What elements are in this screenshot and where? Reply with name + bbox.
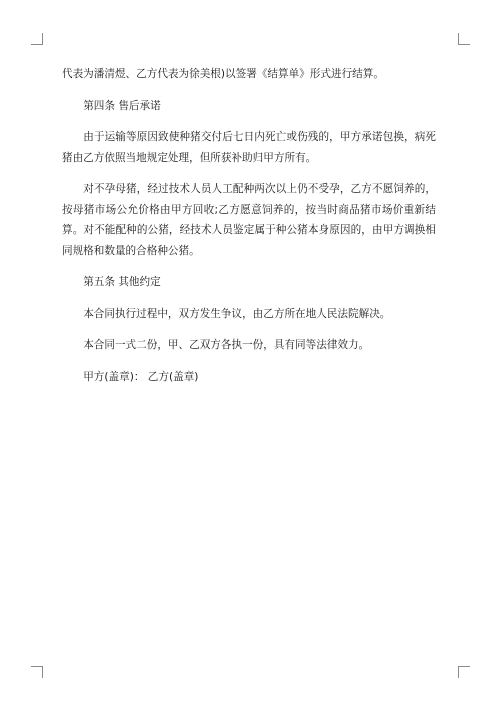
crop-mark-bottom-right (458, 666, 470, 678)
paragraph-settlement-continuation: 代表为潘清煜、乙方代表为徐美根)以签署《结算单》形式进行结算。 (62, 68, 384, 80)
paragraph-dispute-resolution: 本合同执行过程中，双方发生争议，由乙方所在地人民法院解决。 (83, 307, 391, 320)
paragraph-transport-damage: 由于运输等原因致使种猪交付后七日内死亡或伤残的，甲方承诺包换，病死猪由乙方依照当地规定处理，但所获补助归甲方所有。 (62, 131, 436, 164)
crop-mark-top-right (458, 33, 470, 45)
paragraph-infertile-pigs: 对不孕母猪，经过技术人员人工配种两次以上仍不受孕，乙方不愿饲养的，按母猪市场公允价格由甲方回收;乙方愿意饲养的，按当时商品猪市场价重新结算。对不能配种的公猪，经技术人员鉴定属于种公猪本身原因的，由甲方调换相同规格和数量的合格种公猪。 (62, 183, 436, 257)
paragraph-copies: 本合同一式二份，甲、乙双方各执一份，具有同等法律效力。 (83, 339, 370, 351)
signature-line: 甲方(盖章)： 乙方(盖章) (83, 370, 199, 383)
section-heading-article-5: 第五条 其他约定 (83, 276, 161, 288)
crop-mark-top-left (31, 33, 43, 45)
document-body (62, 64, 436, 398)
crop-mark-bottom-left (31, 666, 43, 678)
section-heading-article-4: 第四条 售后承诺 (83, 99, 161, 112)
